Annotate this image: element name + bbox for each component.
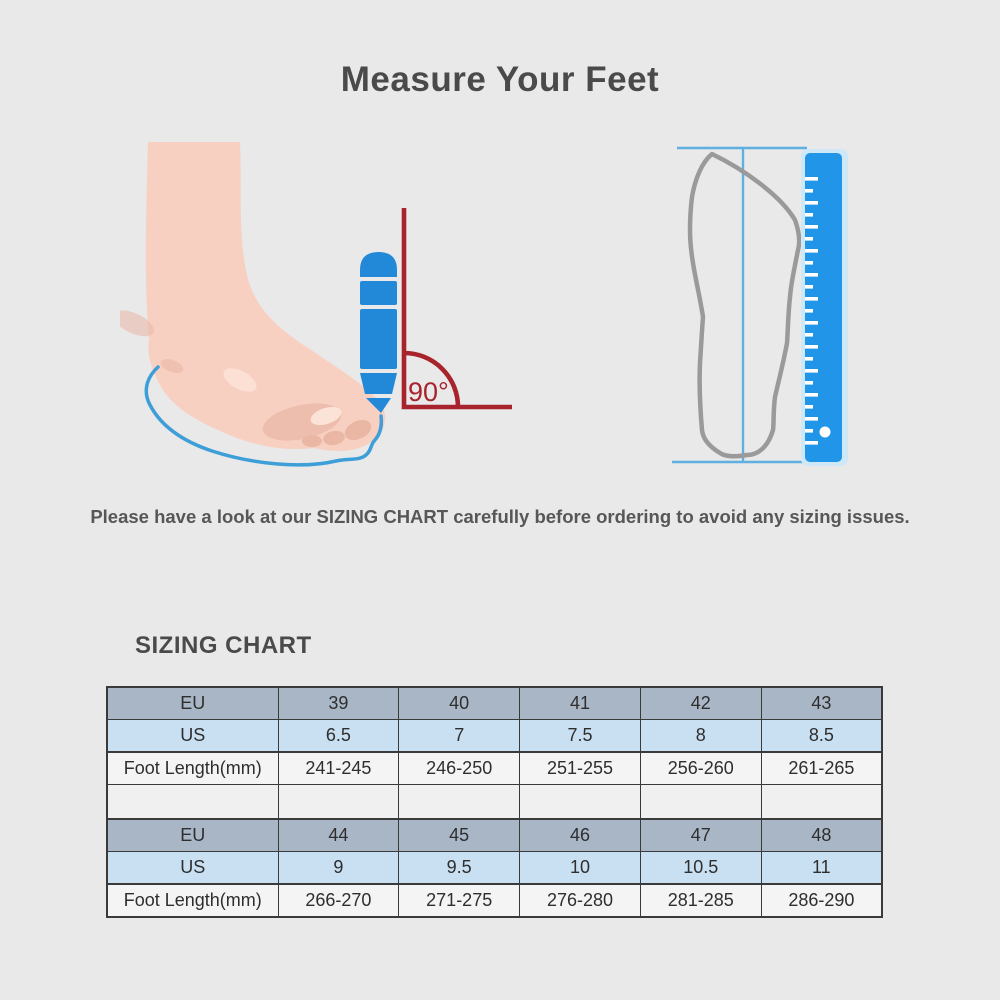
size-value-cell: 39 — [278, 687, 399, 720]
size-value-cell: 10.5 — [640, 852, 761, 885]
size-value-cell: 6.5 — [278, 720, 399, 753]
table-row-foot — [107, 752, 882, 785]
size-value-cell: 10 — [520, 852, 641, 885]
size-value-cell: 11 — [761, 852, 882, 885]
row-label-cell: US — [107, 720, 278, 753]
row-label-cell: Foot Length(mm) — [107, 752, 278, 785]
size-value-cell: 9 — [278, 852, 399, 885]
size-value-cell — [399, 785, 520, 820]
ruler-icon — [801, 149, 848, 466]
size-value-cell: 271-275 — [399, 884, 520, 917]
size-value-cell: 261-265 — [761, 752, 882, 785]
size-value-cell: 47 — [640, 819, 761, 852]
size-value-cell: 41 — [520, 687, 641, 720]
size-value-cell: 266-270 — [278, 884, 399, 917]
row-label-cell — [107, 785, 278, 820]
size-value-cell: 8.5 — [761, 720, 882, 753]
sizing-table — [106, 686, 883, 918]
page-title: Measure Your Feet — [340, 60, 660, 99]
sizing-note: Please have a look at our SIZING CHART carefully before ordering to avoid any sizing issues. — [90, 506, 910, 527]
angle-label: 90° — [408, 377, 449, 407]
size-value-cell: 9.5 — [399, 852, 520, 885]
table-row-foot — [107, 884, 882, 917]
table-row-us — [107, 852, 882, 885]
size-value-cell: 241-245 — [278, 752, 399, 785]
foot-outline-ruler-illustration — [650, 125, 870, 495]
size-value-cell: 45 — [399, 819, 520, 852]
right-angle-icon — [404, 208, 512, 407]
size-value-cell: 7 — [399, 720, 520, 753]
size-value-cell: 43 — [761, 687, 882, 720]
size-value-cell: 256-260 — [640, 752, 761, 785]
row-label-cell: Foot Length(mm) — [107, 884, 278, 917]
table-row-spacer — [107, 785, 882, 820]
pencil-icon — [360, 252, 397, 413]
size-value-cell — [520, 785, 641, 820]
size-value-cell: 281-285 — [640, 884, 761, 917]
size-value-cell: 7.5 — [520, 720, 641, 753]
size-value-cell — [278, 785, 399, 820]
row-label-cell: EU — [107, 687, 278, 720]
foot-and-leg-shape — [146, 142, 385, 451]
size-value-cell: 251-255 — [520, 752, 641, 785]
size-value-cell: 48 — [761, 819, 882, 852]
table-row-us — [107, 720, 882, 753]
size-value-cell: 8 — [640, 720, 761, 753]
ruler-hole — [820, 427, 831, 438]
size-value-cell: 286-290 — [761, 884, 882, 917]
table-row-eu — [107, 687, 882, 720]
row-label-cell: EU — [107, 819, 278, 852]
foot-outline-shape — [690, 154, 799, 456]
size-value-cell — [761, 785, 882, 820]
size-value-cell — [640, 785, 761, 820]
size-value-cell: 46 — [520, 819, 641, 852]
size-value-cell: 44 — [278, 819, 399, 852]
size-value-cell: 246-250 — [399, 752, 520, 785]
size-value-cell: 276-280 — [520, 884, 641, 917]
row-label-cell: US — [107, 852, 278, 885]
sizing-chart-heading: SIZING CHART — [135, 632, 312, 659]
table-row-eu — [107, 819, 882, 852]
foot-measure-illustration — [120, 130, 540, 480]
size-value-cell: 42 — [640, 687, 761, 720]
size-value-cell: 40 — [399, 687, 520, 720]
